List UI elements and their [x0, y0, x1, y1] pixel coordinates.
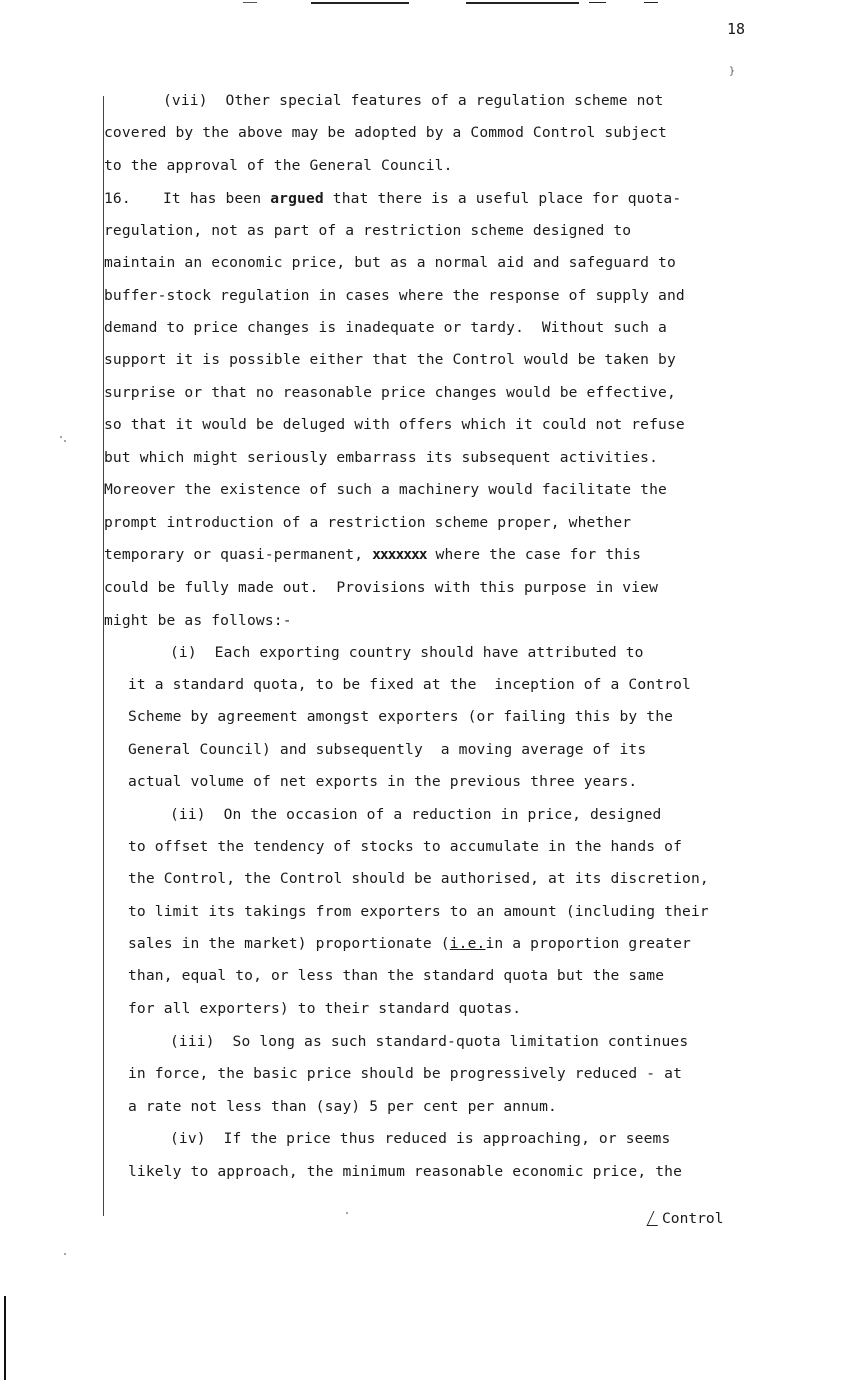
- catchword: [650, 1210, 724, 1227]
- provision-ii-line-5-pre: sales in the market) proportionate (: [128, 935, 450, 952]
- para-16-line-1-post: that there is a useful place for quota-: [323, 190, 682, 207]
- provision-i-line-1: (i) Each exporting country should have attributed to: [170, 644, 644, 661]
- para-16-bold-word: argued: [270, 190, 324, 207]
- provision-ii-line-5: [128, 935, 691, 953]
- top-rule-segment-1: [311, 2, 409, 4]
- para-16-number: 16.: [104, 190, 131, 207]
- provision-iii-line-3: a rate not less than (say) 5 per cent per annum.: [128, 1098, 557, 1115]
- provision-iii-line-1: (iii) So long as such standard-quota limitation continues: [170, 1033, 689, 1050]
- ie-abbreviation: i.e.: [449, 935, 486, 952]
- provision-i-line-3: Scheme by agreement amongst exporters (or failing this by the: [128, 708, 674, 725]
- para-vii-line-1: (vii) Other special features of a regulation scheme not: [163, 92, 664, 109]
- para-16-line-12-pre: temporary or quasi-permanent,: [104, 546, 373, 563]
- provision-iv-line-2: likely to approach, the minimum reasonable economic price, the: [128, 1163, 683, 1180]
- para-16-line-9: but which might seriously embarrass its subsequent activities.: [104, 449, 659, 466]
- top-rule-left: [243, 2, 257, 3]
- para-16-line-8: so that it would be deluged with offers which it could not refuse: [104, 416, 685, 433]
- para-16-line-6: support it is possible either that the Control would be taken by: [104, 351, 676, 368]
- para-16-line-11: prompt introduction of a restriction scheme proper, whether: [104, 514, 632, 531]
- provision-ii-line-1: (ii) On the occasion of a reduction in price, designed: [170, 806, 662, 823]
- top-rule-segment-4: [644, 2, 658, 3]
- provision-iii-line-2: in force, the basic price should be progressively reduced - at: [128, 1065, 683, 1082]
- para-vii-line-3: to the approval of the General Council.: [104, 157, 453, 174]
- provision-iv-line-1: (iv) If the price thus reduced is approaching, or seems: [170, 1130, 671, 1147]
- provision-i-line-2: it a standard quota, to be fixed at the inception of a Control: [128, 676, 691, 693]
- para-16-line-13: could be fully made out. Provisions with this purpose in view: [104, 579, 659, 596]
- provision-i-line-4: General Council) and subsequently a moving average of its: [128, 741, 647, 758]
- provision-ii-line-4: to limit its takings from exporters to an amount (including their: [128, 903, 709, 920]
- margin-tick-mark: }: [729, 66, 736, 77]
- provision-ii-line-2: to offset the tendency of stocks to accumulate in the hands of: [128, 838, 683, 855]
- para-16-line-7: surprise or that no reasonable price changes would be effective,: [104, 384, 676, 401]
- catchword-text: Control: [662, 1210, 724, 1227]
- para-16-line-5: demand to price changes is inadequate or tardy. Without such a: [104, 319, 667, 336]
- para-16-line-14: might be as follows:-: [104, 612, 292, 629]
- para-vii-line-2: covered by the above may be adopted by a Commod Control subject: [104, 124, 667, 141]
- top-rule-segment-3: [589, 2, 606, 3]
- para-16-line-1-pre: It has been: [163, 190, 271, 207]
- page-number: 18: [727, 20, 746, 38]
- top-rule-segment-2: [466, 2, 579, 4]
- provision-ii-line-5-post: in a proportion greater: [485, 935, 691, 952]
- provision-i-line-5: actual volume of net exports in the previous three years.: [128, 773, 638, 790]
- para-16-line-1: [163, 190, 681, 208]
- scan-speck: [346, 1212, 348, 1214]
- scan-speck: [60, 436, 62, 438]
- provision-ii-line-7: for all exporters) to their standard quotas.: [128, 1000, 522, 1017]
- left-edge-scan-mark: [4, 1296, 6, 1380]
- para-16-line-3: maintain an economic price, but as a normal aid and safeguard to: [104, 254, 676, 271]
- struck-out-word: xxxxxxx: [372, 546, 427, 563]
- provision-ii-line-3: the Control, the Control should be authorised, at its discretion,: [128, 870, 709, 887]
- scan-speck: [64, 440, 66, 442]
- provision-ii-line-6: than, equal to, or less than the standard quota but the same: [128, 967, 665, 984]
- para-16-line-12: [104, 546, 641, 564]
- para-16-line-4: buffer-stock regulation in cases where the response of supply and: [104, 287, 685, 304]
- scan-speck: [64, 1253, 66, 1255]
- para-16-line-12-post: where the case for this: [426, 546, 642, 563]
- para-16-line-2: regulation, not as part of a restriction scheme designed to: [104, 222, 632, 239]
- para-16-line-10: Moreover the existence of such a machinery would facilitate the: [104, 481, 667, 498]
